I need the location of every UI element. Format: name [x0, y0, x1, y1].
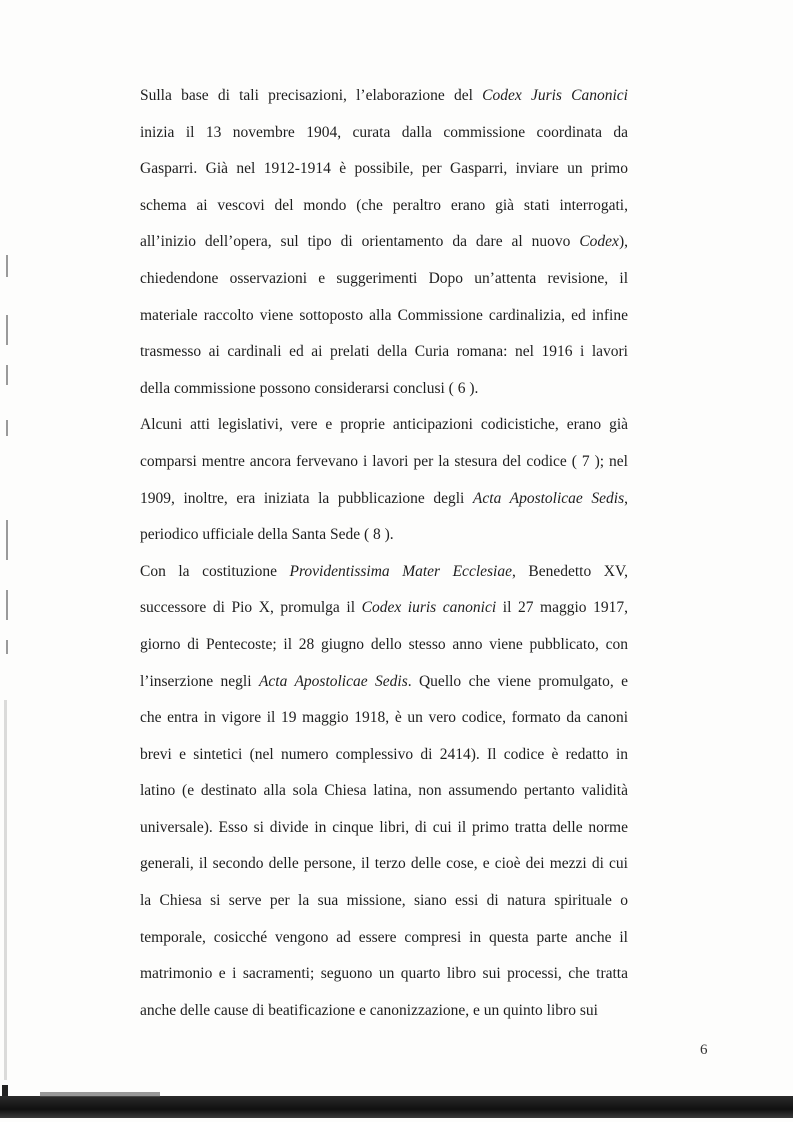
- text-segment: Con la costituzione: [140, 562, 290, 580]
- text-line: [140, 371, 628, 408]
- text-segment: brevi e sintetici (nel numero complessivo di 2414). Il codice è redatto in: [140, 745, 628, 763]
- text-line: [140, 517, 628, 554]
- text-line: [140, 78, 628, 115]
- text-segment: all’inizio dell’opera, sul tipo di orientamento da dare al nuovo: [140, 233, 580, 251]
- text-line: [140, 224, 628, 261]
- text-line: [140, 334, 628, 371]
- text-segment: della commissione possono considerarsi conclusi ( 6 ).: [140, 379, 479, 397]
- text-segment: la Chiesa si serve per la sua missione, siano essi di natura spirituale o: [140, 892, 628, 910]
- text-segment: universale). Esso si divide in cinque libri, di cui il primo tratta delle norme: [140, 818, 628, 836]
- text-segment: anche delle cause di beatificazione e canonizzazione, e un quinto libro sui: [140, 1001, 598, 1019]
- text-line: [140, 920, 628, 957]
- text-segment: ),: [618, 233, 628, 251]
- text-segment: l’inserzione negli: [140, 672, 259, 690]
- text-line: [140, 883, 628, 920]
- italic-title: Codex Juris Canonici: [482, 87, 628, 104]
- text-segment: temporale, cosicché vengono ad essere compresi in questa parte anche il: [140, 928, 628, 946]
- text-segment: che entra in vigore il 19 maggio 1918, è un vero codice, formato da canoni: [140, 709, 628, 727]
- text-segment: comparsi mentre ancora fervevano i lavori per la stesura del codice ( 7 ); nel: [140, 452, 628, 470]
- text-line: [140, 956, 628, 993]
- text-segment: ,: [624, 489, 628, 507]
- scan-mark: [6, 640, 8, 654]
- text-line: [140, 554, 628, 591]
- text-line: [140, 407, 628, 444]
- text-segment: periodico ufficiale della Santa Sede ( 8 ).: [140, 526, 394, 544]
- text-segment: . Quello che viene promulgato, e: [407, 672, 628, 690]
- text-segment: Gasparri. Già nel 1912-1914 è possibile, per Gasparri, inviare un primo: [140, 160, 628, 178]
- text-line: [140, 700, 628, 737]
- text-segment: inizia il 13 novembre 1904, curata dalla commissione coordinata da: [140, 123, 628, 141]
- text-segment: successore di Pio X, promulga il: [140, 599, 362, 617]
- text-line: [140, 846, 628, 883]
- text-line: [140, 590, 628, 627]
- scan-mark: [6, 590, 8, 620]
- text-segment: generali, il secondo delle persone, il terzo delle cose, e cioè dei mezzi di cui: [140, 855, 628, 873]
- scan-mark: [6, 255, 8, 277]
- text-line: [140, 664, 628, 701]
- scan-mark: [4, 700, 7, 1080]
- text-line: [140, 151, 628, 188]
- italic-title: Acta Apostolicae Sedis: [472, 489, 625, 507]
- italic-title: Providentissima Mater Ecclesiae: [289, 562, 512, 580]
- scan-mark: [6, 420, 8, 436]
- scan-bottom-edge: [0, 1096, 793, 1118]
- text-segment: Sulla base di tali precisazioni, l’elaborazione del: [140, 87, 483, 104]
- text-line: [140, 481, 628, 518]
- text-segment: giorno di Pentecoste; il 28 giugno dello stesso anno viene pubblicato, con: [140, 635, 628, 653]
- text-line: [140, 810, 628, 847]
- body-text: [140, 78, 628, 1029]
- scan-mark: [6, 315, 8, 345]
- text-line: [140, 737, 628, 774]
- text-line: [140, 773, 628, 810]
- text-line: [140, 261, 628, 298]
- text-line: [140, 993, 628, 1030]
- text-line: [140, 115, 628, 152]
- scan-mark: [6, 365, 8, 385]
- text-line: [140, 298, 628, 335]
- text-segment: 1909, inoltre, era iniziata la pubblicazione degli: [140, 489, 473, 507]
- text-segment: trasmesso ai cardinali ed ai prelati della Curia romana: nel 1916 i lavori: [140, 343, 628, 361]
- text-line: [140, 444, 628, 481]
- page-number: 6: [700, 1042, 708, 1058]
- italic-title: Acta Apostolicae Sedis: [258, 672, 408, 690]
- text-segment: matrimonio e i sacramenti; seguono un quarto libro sui processi, che tratta: [140, 965, 628, 983]
- scan-left-margin: [0, 0, 26, 1122]
- text-segment: latino (e destinato alla sola Chiesa latina, non assumendo pertanto validità: [140, 782, 628, 800]
- text-segment: , Benedetto XV,: [511, 562, 628, 580]
- scan-mark: [6, 520, 8, 560]
- text-line: [140, 188, 628, 225]
- text-segment: Alcuni atti legislativi, vere e proprie anticipazioni codicistiche, erano già: [140, 416, 628, 434]
- text-line: [140, 627, 628, 664]
- italic-title: Codex iuris canonici: [361, 599, 497, 617]
- text-segment: chiedendone osservazioni e suggerimenti Dopo un’attenta revisione, il: [140, 269, 628, 287]
- italic-title: Codex: [579, 233, 619, 251]
- text-segment: materiale raccolto viene sottoposto alla Commissione cardinalizia, ed infine: [140, 306, 628, 324]
- text-segment: il 27 maggio 1917,: [496, 599, 628, 617]
- text-segment: schema ai vescovi del mondo (che peraltro erano già stati interrogati,: [140, 196, 628, 214]
